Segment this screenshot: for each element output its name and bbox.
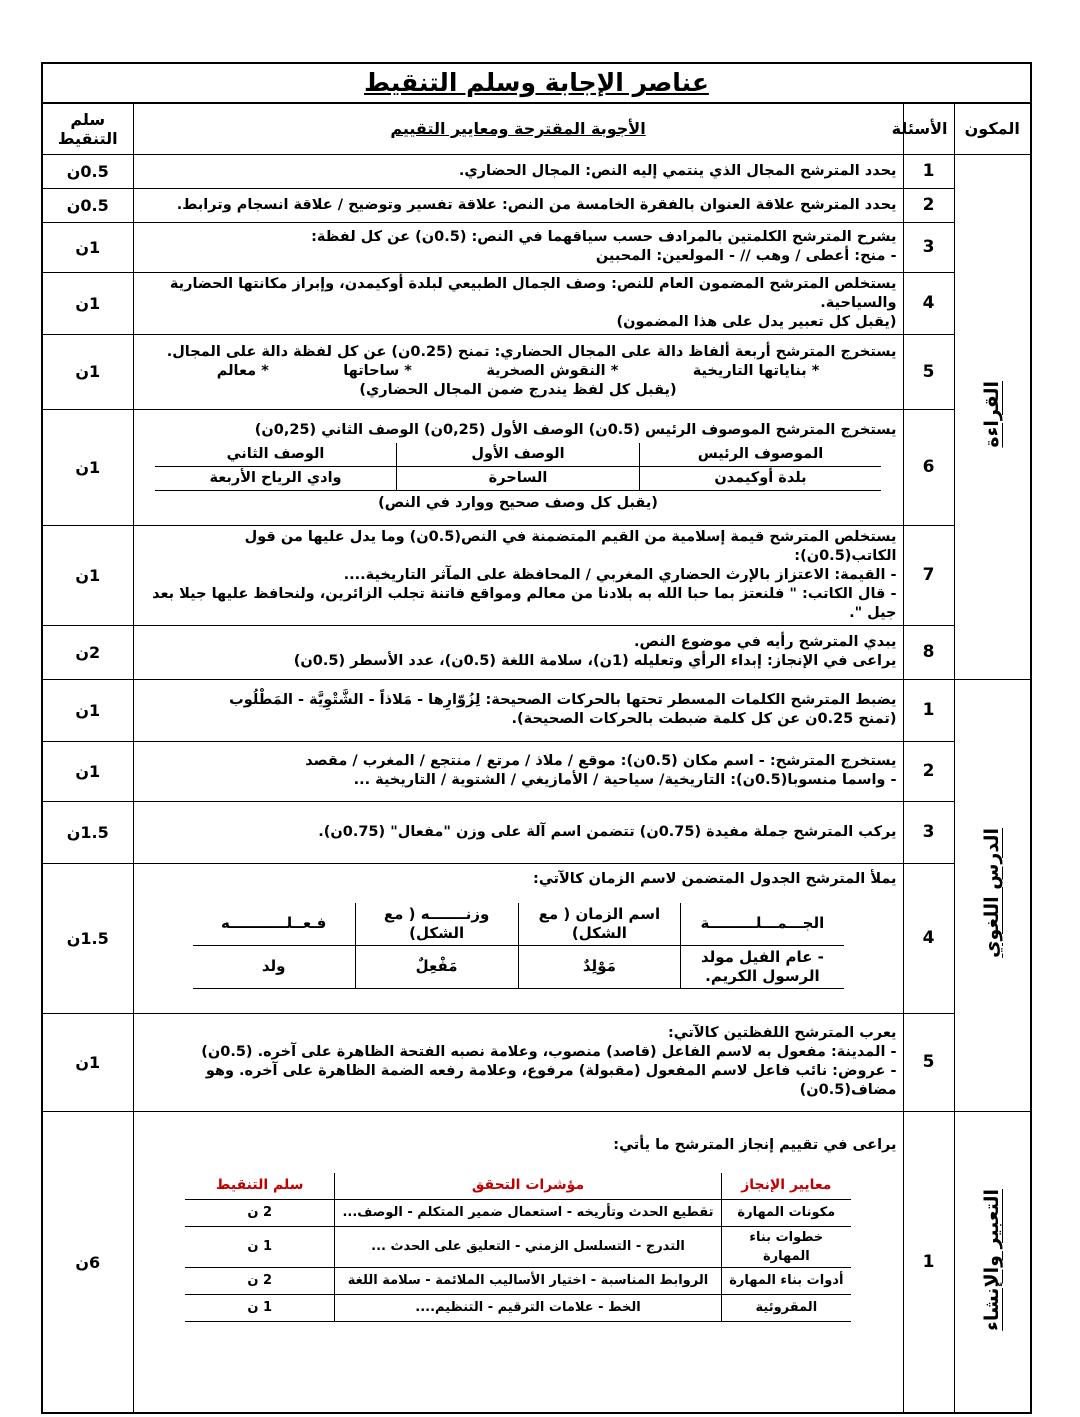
score-cell: 1ن	[43, 334, 133, 409]
answer-line: يستخرج المترشح الموصوف الرئيس (0.5ن) الوصف الأول (0,25ن) الوصف الثاني (0,25ن)	[254, 422, 897, 438]
language-component-cell	[954, 679, 1030, 1111]
answer-cell	[133, 863, 903, 1013]
question-number: 2	[903, 188, 954, 222]
answer-line: يستخلص المترشح المضمون العام للنص: وصف الجمال الطبيعي لبلدة أوكيمدن، وإبراز مكانتها الحضارية والسياحية.	[169, 275, 897, 311]
table-row	[43, 154, 1030, 188]
answer-line: يشرح المترشح الكلمتين بالمرادف حسب سياقهما في النص: (0.5ن) عن كل لفظة:	[311, 229, 897, 245]
answer-line: يراعى في الإنجاز: إبداء الرأي وتعليله (1ن)، سلامة اللغة (0.5ن)، عدد الأسطر (0.5ن)	[293, 653, 897, 669]
language-section	[43, 679, 1030, 1111]
answer-line: - منح: أعطى / وهب // - المولعين: المحبين	[595, 248, 897, 264]
score-cell: 1ن	[43, 679, 133, 741]
score-cell: 0.5ن	[43, 154, 133, 188]
criteria-row	[185, 1226, 851, 1267]
score-cell: 1ن	[43, 1013, 133, 1111]
inner-header-cell: وزنـــــــه ( مع الشكل)	[355, 903, 518, 946]
answer-table	[43, 104, 1030, 1414]
question-number: 8	[903, 625, 954, 679]
answer-line: يملأ المترشح الجدول المتضمن لاسم الزمان كالآتي:	[533, 870, 897, 887]
score-cell: 1ن	[43, 525, 133, 625]
table-row	[43, 525, 1030, 625]
answer-cell	[133, 1111, 903, 1413]
score-cell: 1ن	[43, 272, 133, 334]
writing-intro: يراعى في تقييم إنجاز المترشح ما يأتي:	[613, 1136, 897, 1153]
answer-cell	[133, 222, 903, 272]
inner-data-row	[155, 467, 882, 491]
criteria-name: مكونات المهارة	[721, 1199, 851, 1226]
answer-line: - عروض: نائب فاعل لاسم المفعول (مقبولة) مرفوع، وعلامة رفعه الضمة الظاهرة على آخره. وهو مضاف(0.5ن)	[205, 1063, 897, 1098]
criteria-score: 1 ن	[185, 1294, 335, 1321]
reading-component-label: القراءة	[981, 381, 1004, 448]
score-cell: 1.5ن	[43, 863, 133, 1013]
answer-line: - قال الكاتب: " فلنعتز بما حبا الله به بلادنا من معالم ومواقع فاتنة تجلب الزائرين، ولنحافظ عليها جيلا بعد جيل ".	[152, 585, 897, 621]
answer-note: (يقبل كل وصف صحيح ووارد في النص)	[378, 495, 658, 511]
table-row	[43, 801, 1030, 863]
criteria-indicators: التدرج - التسلسل الزمني - التعليق على الحدث ...	[335, 1226, 721, 1267]
answer-line: يحدد المترشح المجال الذي ينتمي إليه النص: المجال الحضاري.	[458, 162, 897, 179]
answer-line: - المدينة: مفعول به لاسم الفاعل (قاصد) منصوب، وعلامة نصبه الفتحة الظاهرة على آخره. (0.5ن)	[201, 1044, 897, 1060]
header-answers: الأجوبة المقترحة ومعايير التقييم	[133, 104, 903, 154]
inner-header-cell: الوصف الأول	[397, 443, 639, 467]
score-cell: 6ن	[43, 1111, 133, 1413]
question-number: 4	[903, 863, 954, 1013]
answer-key-page	[41, 62, 1032, 1414]
question-number: 4	[903, 272, 954, 334]
inner-data-row	[193, 945, 844, 988]
table-row	[43, 272, 1030, 334]
answer-cell	[133, 801, 903, 863]
answer-cell	[133, 679, 903, 741]
table-row	[43, 863, 1030, 1013]
criteria-indicators: الروابط المناسبة - اختيار الأساليب الملائمة - سلامة اللغة	[335, 1267, 721, 1294]
score-cell: 1ن	[43, 741, 133, 801]
answer-cell	[133, 525, 903, 625]
criteria-indicators: تقطيع الحدث وتأريخه - استعمال ضمير المتكلم - الوصف...	[335, 1199, 721, 1226]
criteria-header-cell: سلم التنقيط	[185, 1173, 335, 1200]
answer-line: يبدي المترشح رأيه في موضوع النص.	[634, 634, 897, 650]
criteria-score: 1 ن	[185, 1226, 335, 1267]
inner-data-cell: - عام الفيل مولد الرسول الكريم.	[681, 945, 844, 988]
score-cell: 1ن	[43, 222, 133, 272]
criteria-row	[185, 1267, 851, 1294]
table-row	[43, 222, 1030, 272]
table-header	[43, 104, 1030, 154]
page-title: عناصر الإجابة وسلم التنقيط	[43, 64, 1030, 104]
table-row	[43, 1111, 1030, 1413]
criteria-header-cell: معايير الإنجاز	[721, 1173, 851, 1200]
inner-table	[155, 443, 882, 491]
criteria-score: 2 ن	[185, 1199, 335, 1226]
writing-section	[43, 1111, 1030, 1413]
criteria-name: أدوات بناء المهارة	[721, 1267, 851, 1294]
answer-line: يستخرج المترشح: - اسم مكان (0.5ن): موقع / ملاذ / مرتع / منتجع / المغرب / مقصد	[305, 753, 897, 769]
criteria-name: خطوات بناء المهارة	[721, 1226, 851, 1267]
inner-data-cell: بلدة أوكيمدن	[639, 467, 881, 491]
table-row	[43, 625, 1030, 679]
word-item: * ساحاتها	[343, 363, 412, 379]
reading-component-cell	[954, 154, 1030, 679]
inner-data-cell: الساحرة	[397, 467, 639, 491]
question-number: 7	[903, 525, 954, 625]
word-item: * معالم	[216, 363, 269, 379]
answer-cell	[133, 741, 903, 801]
answer-cell	[133, 409, 903, 525]
answer-cell	[133, 272, 903, 334]
question-number: 5	[903, 334, 954, 409]
inner-data-cell: مَفْعِلٌ	[355, 945, 518, 988]
header-component: المكون	[954, 104, 1030, 154]
answer-line: يستخلص المترشح قيمة إسلامية من القيم المتضمنة في النص(0.5ن) وما يدل عليها من قول الكاتب(0.5ن):	[244, 528, 897, 564]
table-row	[43, 334, 1030, 409]
criteria-indicators: الخط - علامات الترقيم - التنظيم....	[335, 1294, 721, 1321]
question-number: 1	[903, 679, 954, 741]
answer-cell	[133, 625, 903, 679]
word-item: * بناياتها التاريخية	[692, 363, 820, 379]
score-cell: 0.5ن	[43, 188, 133, 222]
inner-table	[193, 903, 844, 989]
table-row	[43, 679, 1030, 741]
answer-line: (تمنح 0.25ن عن كل كلمة ضبطت بالحركات الصحيحة).	[511, 711, 897, 727]
question-number: 1	[903, 154, 954, 188]
question-number: 3	[903, 222, 954, 272]
table-row	[43, 1013, 1030, 1111]
inner-header-cell: الجـــمـــلـــــــــة	[681, 903, 844, 946]
language-component-label: الدرس اللغوي	[981, 828, 1004, 958]
criteria-table	[185, 1173, 851, 1322]
table-row	[43, 409, 1030, 525]
inner-header-cell: الموصوف الرئيس	[639, 443, 881, 467]
question-number: 5	[903, 1013, 954, 1111]
score-cell: 1.5ن	[43, 801, 133, 863]
question-number: 6	[903, 409, 954, 525]
inner-header-cell: فـعــلـــــــــــه	[193, 903, 356, 946]
answer-line: يستخرج المترشح أربعة ألفاظ دالة على المجال الحضاري: تمنح (0.25ن) عن كل لفظة دالة على المجال.	[166, 344, 897, 360]
question-number: 3	[903, 801, 954, 863]
answer-cell	[133, 1013, 903, 1111]
criteria-row	[185, 1199, 851, 1226]
inner-header-row	[155, 443, 882, 467]
answer-note: (يقبل كل لفظ يندرج ضمن المجال الحضاري)	[359, 382, 677, 398]
criteria-header-row	[185, 1173, 851, 1200]
score-cell: 1ن	[43, 409, 133, 525]
header-questions: الأسئلة	[903, 104, 954, 154]
answer-line: يركب المترشح جملة مفيدة (0.75ن) تتضمن اسم آلة على وزن "مفعال" (0.75ن).	[318, 823, 897, 840]
answer-line: يضبط المترشح الكلمات المسطر تحتها بالحركات الصحيحة: لِزُوّارِها - مَلاذاً - الشَّتْوِيَّة - المَطْلُوب	[229, 692, 897, 708]
answer-line: يحدد المترشح علاقة العنوان بالفقرة الخامسة من النص: علاقة تفسير وتوضيح / علاقة انسجام وترابط.	[176, 196, 897, 213]
question-number: 1	[903, 1111, 954, 1413]
question-number: 2	[903, 741, 954, 801]
word-list	[140, 362, 897, 381]
table-row	[43, 188, 1030, 222]
answer-cell	[133, 154, 903, 188]
answer-line: يعرب المترشح اللفظتين كالآتي:	[667, 1025, 897, 1041]
word-item: * النقوش الصخرية	[486, 363, 619, 379]
inner-header-cell: الوصف الثاني	[155, 443, 397, 467]
criteria-row	[185, 1294, 851, 1321]
criteria-score: 2 ن	[185, 1267, 335, 1294]
answer-cell	[133, 188, 903, 222]
header-score: سلم التنقيط	[43, 104, 133, 154]
inner-data-cell: ولد	[193, 945, 356, 988]
inner-header-cell: اسم الزمان ( مع الشكل)	[518, 903, 681, 946]
writing-component-label: التعبير والإنشاء	[981, 1189, 1004, 1331]
criteria-name: المقروئية	[721, 1294, 851, 1321]
writing-component-cell	[954, 1111, 1030, 1413]
answer-line: - واسما منسوبا(0.5ن): التاريخية/ سياحية / الأمازيغي / الشتوية / التاريخية ...	[353, 772, 897, 788]
inner-data-cell: وادي الرياح الأربعة	[155, 467, 397, 491]
answer-line: (يقبل كل تعبير يدل على هذا المضمون)	[616, 313, 897, 330]
inner-data-cell: مَوْلِدٌ	[518, 945, 681, 988]
criteria-header-cell: مؤشرات التحقق	[335, 1173, 721, 1200]
inner-header-row	[193, 903, 844, 946]
answer-cell	[133, 334, 903, 409]
table-row	[43, 741, 1030, 801]
reading-section	[43, 154, 1030, 679]
answer-line: - القيمة: الاعتزاز بالإرث الحضاري المغربي / المحافظة على المآثر التاريخية....	[343, 566, 897, 583]
score-cell: 2ن	[43, 625, 133, 679]
